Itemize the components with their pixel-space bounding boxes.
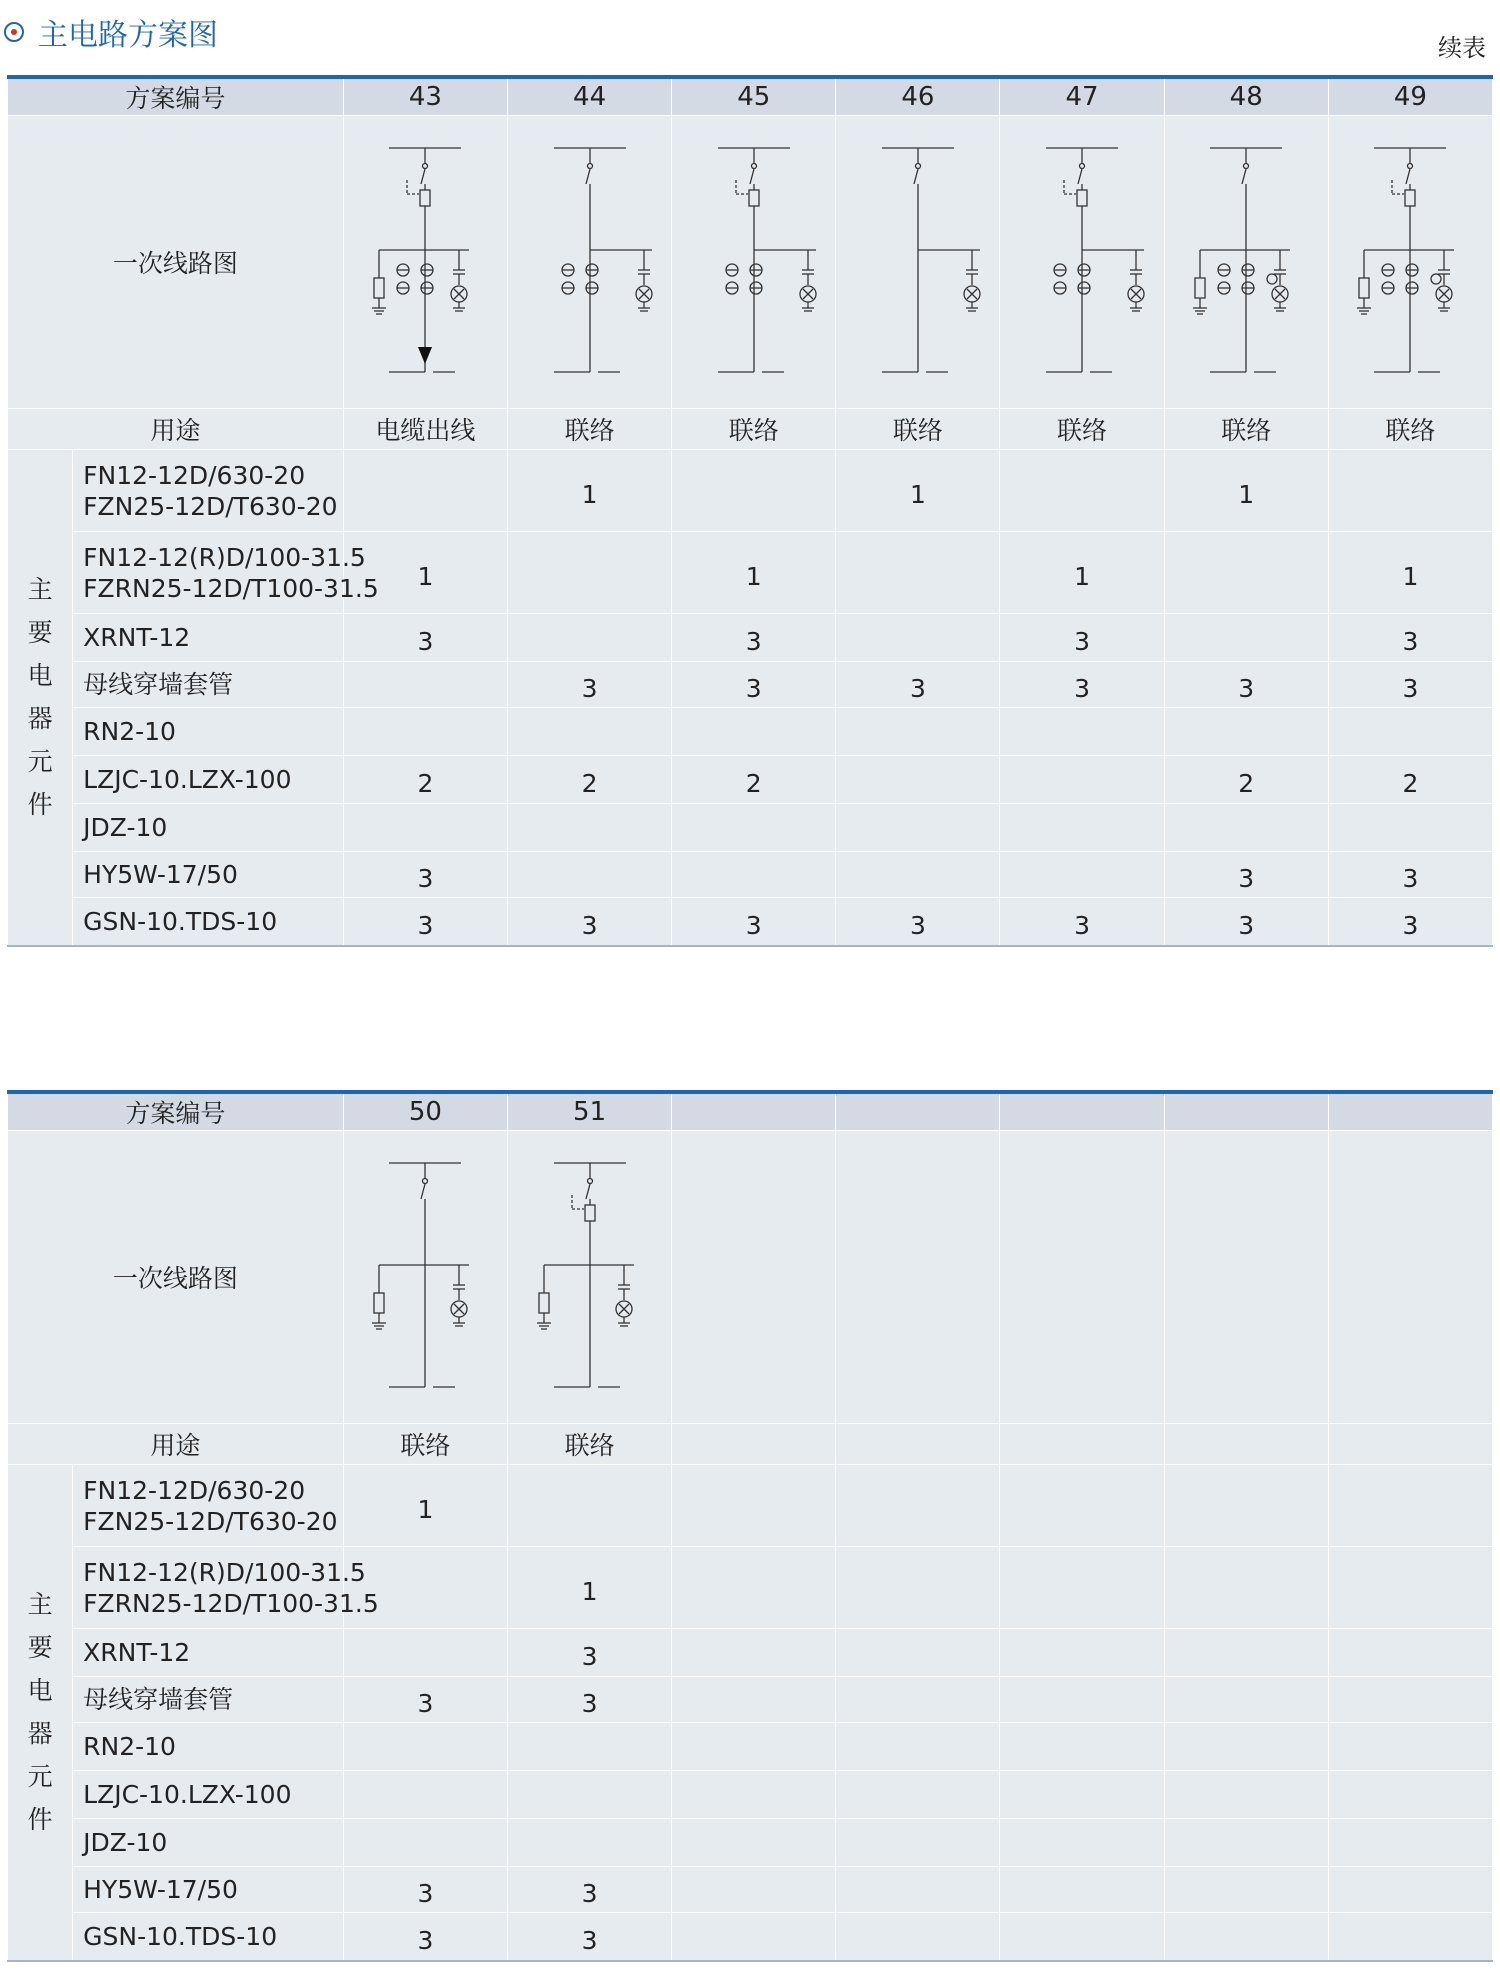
usage-label: 用途 (8, 1424, 344, 1465)
quantity-cell: 3 (1000, 614, 1164, 662)
quantity-cell (1164, 614, 1328, 662)
quantity-cell (1000, 1913, 1164, 1961)
diagram-row (8, 116, 1493, 409)
component-name: FN12-12D/630-20 FZN25-12D/T630-20 (73, 450, 344, 532)
quantity-cell (1000, 1629, 1164, 1677)
component-name: 母线穿墙套管 (73, 662, 344, 708)
component-row (8, 1547, 1493, 1629)
scheme-no-cell: 43 (343, 77, 507, 116)
circuit-diagram-49 (1340, 142, 1480, 382)
circuit-diagram-50 (355, 1157, 495, 1397)
usage-row (8, 409, 1493, 450)
diagram-cell (1000, 116, 1164, 409)
quantity-cell: 1 (1328, 532, 1492, 614)
quantity-cell (1000, 804, 1164, 852)
component-name: FN12-12D/630-20 FZN25-12D/T630-20 (73, 1465, 344, 1547)
quantity-cell: 3 (836, 898, 1000, 946)
primary-diagram-label: 一次线路图 (8, 116, 344, 409)
usage-cell (836, 1424, 1000, 1465)
quantity-cell: 3 (508, 662, 672, 708)
quantity-cell (343, 1723, 507, 1771)
usage-cell: 联络 (508, 1424, 672, 1465)
quantity-cell (1164, 1629, 1328, 1677)
primary-diagram-label: 一次线路图 (8, 1131, 344, 1424)
quantity-cell (1328, 708, 1492, 756)
quantity-cell: 3 (508, 898, 672, 946)
quantity-cell (1000, 1819, 1164, 1867)
scheme-no-cell (1000, 1092, 1164, 1131)
quantity-cell: 3 (836, 662, 1000, 708)
quantity-cell: 2 (343, 756, 507, 804)
page-header (0, 12, 218, 52)
scheme-no-cell (672, 1092, 836, 1131)
quantity-cell (1164, 804, 1328, 852)
quantity-cell (508, 852, 672, 898)
diagram-cell (1328, 116, 1492, 409)
quantity-cell (836, 1867, 1000, 1913)
usage-cell: 联络 (1164, 409, 1328, 450)
component-row (8, 1819, 1493, 1867)
quantity-cell: 3 (672, 898, 836, 946)
quantity-cell (508, 1465, 672, 1547)
quantity-cell (508, 1723, 672, 1771)
quantity-cell (672, 1547, 836, 1629)
quantity-cell: 1 (343, 532, 507, 614)
quantity-cell (1000, 1723, 1164, 1771)
scheme-no-cell: 51 (508, 1092, 672, 1131)
component-row (8, 1771, 1493, 1819)
usage-cell (1000, 1424, 1164, 1465)
component-name: GSN-10.TDS-10 (73, 1913, 344, 1961)
quantity-cell: 3 (343, 1677, 507, 1723)
quantity-cell (1164, 532, 1328, 614)
quantity-cell (343, 662, 507, 708)
scheme-no-label: 方案编号 (8, 1092, 344, 1131)
component-row (8, 708, 1493, 756)
quantity-cell (343, 1629, 507, 1677)
scheme-table-1 (7, 75, 1493, 947)
quantity-cell: 1 (508, 1547, 672, 1629)
category-label: 主 要 电 器 元 件 (8, 1465, 73, 1961)
quantity-cell: 3 (1328, 852, 1492, 898)
quantity-cell (1164, 1723, 1328, 1771)
quantity-cell (1164, 1465, 1328, 1547)
quantity-cell (1328, 1629, 1492, 1677)
quantity-cell (1328, 1465, 1492, 1547)
quantity-cell: 1 (672, 532, 836, 614)
scheme-no-row (8, 77, 1493, 116)
quantity-cell: 2 (1328, 756, 1492, 804)
quantity-cell: 3 (343, 852, 507, 898)
quantity-cell (1328, 1867, 1492, 1913)
quantity-cell (508, 708, 672, 756)
quantity-cell (508, 532, 672, 614)
quantity-cell (836, 756, 1000, 804)
component-name: RN2-10 (73, 708, 344, 756)
scheme-no-cell: 45 (672, 77, 836, 116)
quantity-cell (672, 804, 836, 852)
quantity-cell (508, 1819, 672, 1867)
component-name: FN12-12(R)D/100-31.5 FZRN25-12D/T100-31.5 (73, 532, 344, 614)
scheme-no-cell: 47 (1000, 77, 1164, 116)
component-name: 母线穿墙套管 (73, 1677, 344, 1723)
quantity-cell (1000, 1677, 1164, 1723)
scheme-no-row (8, 1092, 1493, 1131)
continuation-label: 续表 (1438, 34, 1486, 62)
quantity-cell (672, 1771, 836, 1819)
quantity-cell: 1 (836, 450, 1000, 532)
scheme-table-2 (7, 1090, 1493, 1962)
diagram-cell (1164, 1131, 1328, 1424)
quantity-cell (1328, 804, 1492, 852)
quantity-cell (672, 1723, 836, 1771)
component-name: GSN-10.TDS-10 (73, 898, 344, 946)
quantity-cell: 3 (1328, 614, 1492, 662)
quantity-cell: 2 (1164, 756, 1328, 804)
quantity-cell: 3 (343, 1913, 507, 1961)
quantity-cell: 1 (508, 450, 672, 532)
component-row (8, 898, 1493, 946)
quantity-cell (836, 1629, 1000, 1677)
quantity-cell (343, 1819, 507, 1867)
component-name: JDZ-10 (73, 804, 344, 852)
quantity-cell (836, 1723, 1000, 1771)
component-row (8, 756, 1493, 804)
diagram-cell (836, 1131, 1000, 1424)
circuit-diagram-44 (520, 142, 660, 382)
quantity-cell: 3 (343, 1867, 507, 1913)
scheme-no-cell: 50 (343, 1092, 507, 1131)
quantity-cell (1164, 1913, 1328, 1961)
quantity-cell (1000, 450, 1164, 532)
quantity-cell (1164, 1819, 1328, 1867)
usage-cell (672, 1424, 836, 1465)
quantity-cell: 3 (1328, 662, 1492, 708)
component-name: LZJC-10.LZX-100 (73, 1771, 344, 1819)
quantity-cell (1328, 1771, 1492, 1819)
quantity-cell (1164, 1547, 1328, 1629)
diagram-cell (1328, 1131, 1492, 1424)
quantity-cell (836, 1465, 1000, 1547)
component-name: LZJC-10.LZX-100 (73, 756, 344, 804)
quantity-cell: 2 (672, 756, 836, 804)
quantity-cell (672, 1819, 836, 1867)
quantity-cell: 3 (508, 1913, 672, 1961)
component-name: HY5W-17/50 (73, 852, 344, 898)
component-row (8, 614, 1493, 662)
quantity-cell (672, 1913, 836, 1961)
usage-cell: 联络 (1328, 409, 1492, 450)
scheme-no-cell: 46 (836, 77, 1000, 116)
quantity-cell (343, 804, 507, 852)
circuit-diagram-51 (520, 1157, 660, 1397)
quantity-cell: 3 (672, 614, 836, 662)
usage-cell: 联络 (508, 409, 672, 450)
quantity-cell (836, 1677, 1000, 1723)
circuit-diagram-43 (355, 142, 495, 382)
quantity-cell (836, 532, 1000, 614)
quantity-cell (836, 852, 1000, 898)
quantity-cell (672, 852, 836, 898)
quantity-cell (836, 1547, 1000, 1629)
quantity-cell: 1 (1000, 532, 1164, 614)
component-row (8, 1677, 1493, 1723)
usage-row (8, 1424, 1493, 1465)
quantity-cell (1164, 1677, 1328, 1723)
scheme-no-cell: 49 (1328, 77, 1492, 116)
diagram-cell (1164, 116, 1328, 409)
diagram-cell (508, 1131, 672, 1424)
quantity-cell (1000, 1465, 1164, 1547)
quantity-cell: 3 (1164, 852, 1328, 898)
usage-cell: 联络 (1000, 409, 1164, 450)
quantity-cell: 3 (672, 662, 836, 708)
quantity-cell: 3 (508, 1867, 672, 1913)
quantity-cell (508, 614, 672, 662)
quantity-cell (1328, 1913, 1492, 1961)
diagram-cell (836, 116, 1000, 409)
quantity-cell: 3 (508, 1677, 672, 1723)
quantity-cell: 3 (1328, 898, 1492, 946)
quantity-cell (508, 804, 672, 852)
category-label: 主 要 电 器 元 件 (8, 450, 73, 946)
component-row (8, 1629, 1493, 1677)
quantity-cell (672, 1629, 836, 1677)
usage-cell: 联络 (343, 1424, 507, 1465)
usage-cell: 联络 (836, 409, 1000, 450)
usage-cell: 电缆出线 (343, 409, 507, 450)
quantity-cell (1164, 1867, 1328, 1913)
circuit-diagram-46 (848, 142, 988, 382)
quantity-cell: 3 (1000, 662, 1164, 708)
page-title: 主电路方案图 (38, 18, 218, 53)
quantity-cell (836, 1819, 1000, 1867)
quantity-cell (672, 1465, 836, 1547)
component-name: XRNT-12 (73, 614, 344, 662)
diagram-cell (343, 1131, 507, 1424)
quantity-cell (1328, 1547, 1492, 1629)
quantity-cell (1328, 1677, 1492, 1723)
quantity-cell (672, 450, 836, 532)
quantity-cell (508, 1771, 672, 1819)
quantity-cell (1000, 1771, 1164, 1819)
scheme-no-cell (836, 1092, 1000, 1131)
quantity-cell (343, 708, 507, 756)
component-name: JDZ-10 (73, 1819, 344, 1867)
component-row (8, 1867, 1493, 1913)
quantity-cell: 3 (1164, 662, 1328, 708)
component-row (8, 1465, 1493, 1547)
quantity-cell: 3 (1000, 898, 1164, 946)
diagram-cell (508, 116, 672, 409)
quantity-cell (1164, 1771, 1328, 1819)
component-name: HY5W-17/50 (73, 1867, 344, 1913)
quantity-cell (1000, 756, 1164, 804)
quantity-cell (672, 708, 836, 756)
quantity-cell (343, 1771, 507, 1819)
scheme-no-cell (1328, 1092, 1492, 1131)
component-row (8, 804, 1493, 852)
diagram-cell (343, 116, 507, 409)
component-row (8, 532, 1493, 614)
quantity-cell (1328, 1723, 1492, 1771)
diagram-cell (672, 1131, 836, 1424)
quantity-cell (672, 1867, 836, 1913)
scheme-no-cell (1164, 1092, 1328, 1131)
quantity-cell: 3 (343, 898, 507, 946)
quantity-cell (343, 450, 507, 532)
circuit-diagram-47 (1012, 142, 1152, 382)
quantity-cell: 1 (1164, 450, 1328, 532)
quantity-cell: 2 (508, 756, 672, 804)
component-row (8, 852, 1493, 898)
scheme-no-label: 方案编号 (8, 77, 344, 116)
quantity-cell (672, 1677, 836, 1723)
quantity-cell (1328, 450, 1492, 532)
quantity-cell (1000, 708, 1164, 756)
quantity-cell: 1 (343, 1465, 507, 1547)
diagram-row (8, 1131, 1493, 1424)
component-row (8, 1723, 1493, 1771)
quantity-cell (1000, 1867, 1164, 1913)
quantity-cell: 3 (343, 614, 507, 662)
component-row (8, 450, 1493, 532)
quantity-cell (836, 614, 1000, 662)
scheme-no-cell: 44 (508, 77, 672, 116)
usage-cell (1328, 1424, 1492, 1465)
scheme-no-cell: 48 (1164, 77, 1328, 116)
quantity-cell (836, 708, 1000, 756)
usage-cell: 联络 (672, 409, 836, 450)
component-name: XRNT-12 (73, 1629, 344, 1677)
quantity-cell: 3 (508, 1629, 672, 1677)
quantity-cell (1164, 708, 1328, 756)
component-name: RN2-10 (73, 1723, 344, 1771)
quantity-cell (1328, 1819, 1492, 1867)
quantity-cell (836, 1913, 1000, 1961)
component-name: FN12-12(R)D/100-31.5 FZRN25-12D/T100-31.5 (73, 1547, 344, 1629)
quantity-cell: 3 (1164, 898, 1328, 946)
usage-cell (1164, 1424, 1328, 1465)
component-row (8, 662, 1493, 708)
diagram-cell (1000, 1131, 1164, 1424)
diagram-cell (672, 116, 836, 409)
quantity-cell (836, 804, 1000, 852)
usage-label: 用途 (8, 409, 344, 450)
target-bullet-icon (4, 22, 24, 42)
quantity-cell (1000, 852, 1164, 898)
circuit-diagram-45 (684, 142, 824, 382)
circuit-diagram-48 (1176, 142, 1316, 382)
component-row (8, 1913, 1493, 1961)
quantity-cell (1000, 1547, 1164, 1629)
quantity-cell (836, 1771, 1000, 1819)
